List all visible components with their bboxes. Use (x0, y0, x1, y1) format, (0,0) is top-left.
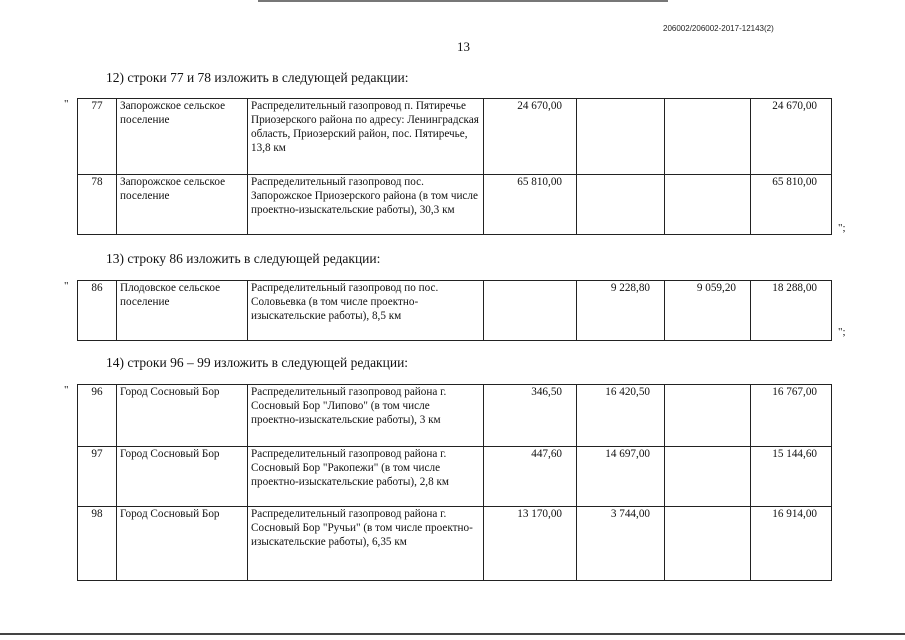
amount-col-3 (665, 507, 751, 581)
amount-col-3 (665, 99, 751, 175)
amount-col-2: 14 697,00 (577, 447, 665, 507)
amount-col-2 (577, 99, 665, 175)
municipality-name: Запорожское сельское поселение (117, 99, 248, 175)
amount-col-3 (665, 447, 751, 507)
amount-col-1: 13 170,00 (484, 507, 577, 581)
section-12-heading: 12) строки 77 и 78 изложить в следующей редакции: (106, 70, 409, 85)
object-description: Распределительный газопровод по пос. Соловьевка (в том числе проектно-изыскательские работы), 8,5 км (248, 281, 484, 341)
table-row (78, 99, 832, 175)
table-row (78, 385, 832, 447)
row-number: 96 (78, 385, 117, 447)
object-description: Распределительный газопровод п. Пятиречье Приозерского района по адресу: Ленинградская область, Приозерский район, пос. Пятиречье, 13,8 км (248, 99, 484, 175)
section-13-heading: 13) строку 86 изложить в следующей редакции: (106, 251, 381, 266)
document-id: 206002/206002-2017-12143(2) (663, 24, 774, 33)
amount-col-2 (577, 175, 665, 235)
scan-top-edge-line (258, 0, 668, 2)
table-row (78, 175, 832, 235)
object-description: Распределительный газопровод района г. Сосновый Бор "Ракопежи" (в том числе проектно-изыскательские работы), 2,8 км (248, 447, 484, 507)
row-number: 98 (78, 507, 117, 581)
section-12-close-quote: "; (838, 222, 846, 234)
section-14-open-quote: " (64, 384, 69, 396)
municipality-name: Плодовское сельское поселение (117, 281, 248, 341)
amount-col-1: 65 810,00 (484, 175, 577, 235)
section-14-table (77, 384, 832, 581)
municipality-name: Запорожское сельское поселение (117, 175, 248, 235)
section-12-table (77, 98, 832, 235)
row-number: 78 (78, 175, 117, 235)
municipality-name: Город Сосновый Бор (117, 507, 248, 581)
object-description: Распределительный газопровод пос. Запорожское Приозерского района (в том числе проектно-изыскательские работы), 30,3 км (248, 175, 484, 235)
section-12-open-quote: " (64, 98, 69, 110)
amount-total: 18 288,00 (751, 281, 832, 341)
municipality-name: Город Сосновый Бор (117, 385, 248, 447)
table-row (78, 281, 832, 341)
row-number: 86 (78, 281, 117, 341)
amount-col-1 (484, 281, 577, 341)
municipality-name: Город Сосновый Бор (117, 447, 248, 507)
amount-col-3 (665, 385, 751, 447)
object-description: Распределительный газопровод района г. Сосновый Бор "Липово" (в том числе проектно-изыскательские работы), 3 км (248, 385, 484, 447)
amount-col-1: 447,60 (484, 447, 577, 507)
row-number: 77 (78, 99, 117, 175)
amount-total: 16 914,00 (751, 507, 832, 581)
amount-col-1: 24 670,00 (484, 99, 577, 175)
amount-total: 65 810,00 (751, 175, 832, 235)
section-13-close-quote: "; (838, 326, 846, 338)
table-row (78, 447, 832, 507)
section-14-heading: 14) строки 96 – 99 изложить в следующей редакции: (106, 355, 409, 370)
section-13-table (77, 280, 832, 341)
table-row (78, 507, 832, 581)
amount-col-3: 9 059,20 (665, 281, 751, 341)
row-number: 97 (78, 447, 117, 507)
amount-col-2: 9 228,80 (577, 281, 665, 341)
amount-total: 16 767,00 (751, 385, 832, 447)
amount-total: 24 670,00 (751, 99, 832, 175)
amount-col-2: 3 744,00 (577, 507, 665, 581)
amount-col-2: 16 420,50 (577, 385, 665, 447)
scan-bottom-edge-line (0, 633, 905, 635)
amount-col-1: 346,50 (484, 385, 577, 447)
amount-col-3 (665, 175, 751, 235)
object-description: Распределительный газопровод района г. Сосновый Бор "Ручьи" (в том числе проектно-изыскательские работы), 6,35 км (248, 507, 484, 581)
section-13-open-quote: " (64, 280, 69, 292)
page-number: 13 (457, 39, 470, 54)
amount-total: 15 144,60 (751, 447, 832, 507)
